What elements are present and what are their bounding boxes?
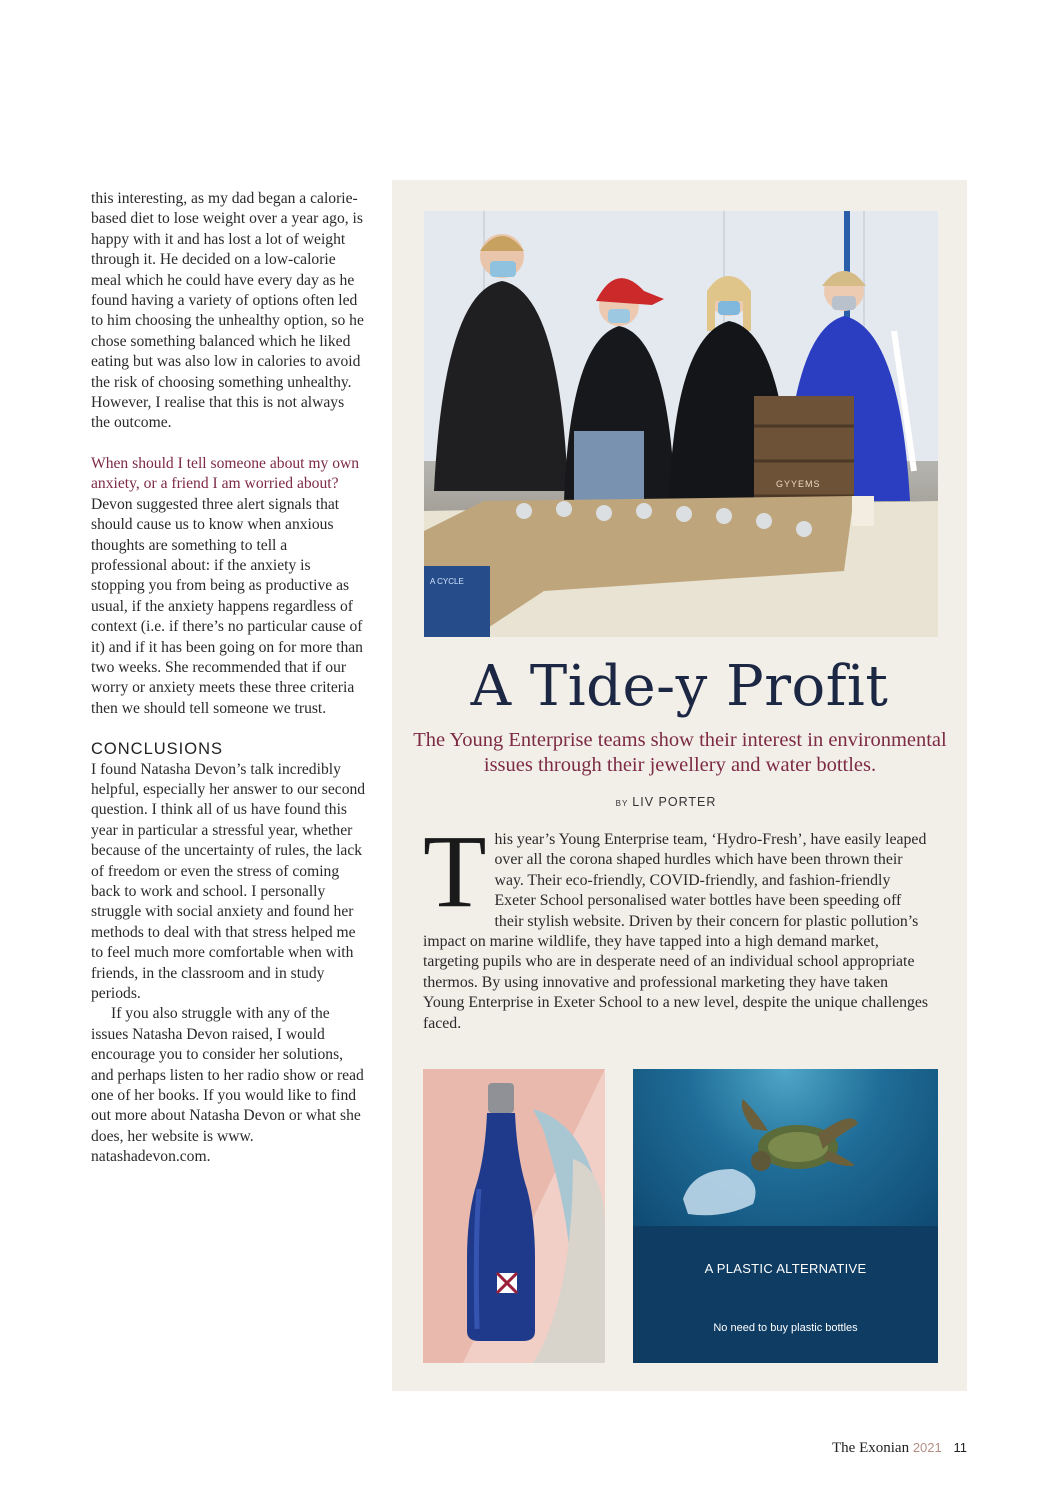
paragraph-diet: this interesting, as my dad began a calorie-based diet to lose weight over a year ago, is happy with it and has lost a lot of weight through it. He decided on a low-calorie meal which he could have every day as he found having a variety of options often led to him choosing the unhealthy option, so he chose something balanced which he liked eating but was also low in calories to avoid the risk of choosing something unhealthy. However, I realise that this is not always the outcome. bbox=[91, 190, 364, 432]
byline bbox=[392, 795, 940, 809]
water-bottle-illustration bbox=[423, 1069, 605, 1363]
question-heading: When should I tell someone about my own anxiety, or a friend I am worried about? bbox=[91, 454, 360, 493]
paragraph-alert-signals: Devon suggested three alert signals that should cause us to know when anxious thoughts are something to tell a professional about: if the anxiety is stopping you from being as productive as usual, if the anxiety happens regardless of context (i.e. if there’s no particular cause of it) and if it has been going on for more than two weeks. She recommended that if our worry or anxiety meets these three criteria then we should tell someone we trust. bbox=[91, 495, 363, 717]
ocean-image bbox=[633, 1069, 938, 1226]
turtle-illustration bbox=[633, 1069, 938, 1226]
plastic-alternative-ad bbox=[633, 1069, 938, 1363]
photo-sign-text: A CYCLE bbox=[430, 577, 464, 586]
article-subtitle: The Young Enterprise teams show their interest in environmental issues through their jewellery and water bottles. bbox=[413, 729, 947, 776]
publication-name: The Exonian bbox=[832, 1440, 910, 1456]
drop-cap: T bbox=[423, 814, 487, 929]
article-title: A Tide-y Profit bbox=[470, 654, 889, 719]
team-photo bbox=[424, 211, 938, 637]
page-number: 11 bbox=[953, 1440, 967, 1455]
byline-prefix: BY bbox=[615, 799, 629, 808]
water-bottle-photo bbox=[423, 1069, 605, 1363]
publication-year: 2021 bbox=[912, 1440, 942, 1455]
page-footer bbox=[832, 1440, 967, 1457]
article-body-text: his year’s Young Enterprise team, ‘Hydro-Fresh’, have easily leaped over all the corona shaped hurdles which have been thrown their way. Their eco-friendly, COVID-friendly, and fashion-friendly Exeter School personalised water bottles have been speeding off their stylish website. Driven by their concern for plastic pollution’s impact on marine wildlife, they have tapped into a high demand market, targeting pupils who are in desperate need of an individual school appropriate thermos. By using innovative and professional marketing they have taken Young Enterprise in Exeter School to a new level, despite the unique challenges faced. bbox=[423, 831, 929, 1032]
conclusions-heading: CONCLUSIONS bbox=[91, 740, 224, 759]
ad-subcaption: No need to buy plastic bottles bbox=[713, 1322, 858, 1334]
left-column bbox=[91, 189, 367, 1168]
ad-caption: A PLASTIC ALTERNATIVE bbox=[704, 1261, 867, 1276]
byline-author: LIV PORTER bbox=[632, 795, 717, 809]
paragraph-conclusions: I found Natasha Devon’s talk incredibly helpful, especially her answer to our second question. I think all of us have found this year in particular a stressful year, whether because of the uncertainty of rules, the lack of freedom or even the stress of coming back to work and school. I personally struggle with social anxiety and found her methods to deal with that stress helped me to feel much more comfortable when with friends, in the classroom and in study periods. bbox=[91, 760, 366, 1003]
paragraph-closing: If you also struggle with any of the issues Natasha Devon raised, I would encourage you to consider her solutions, and perhaps listen to her radio show or read one of her books. If you would like to find out more about Natasha Devon or what she does, her website is www. natashadevon.com. bbox=[91, 1005, 364, 1166]
article-panel bbox=[392, 180, 967, 1391]
team-photo-illustration bbox=[424, 211, 938, 637]
crate-label-text: GYYEMS bbox=[776, 479, 821, 489]
article-body bbox=[423, 814, 931, 1034]
